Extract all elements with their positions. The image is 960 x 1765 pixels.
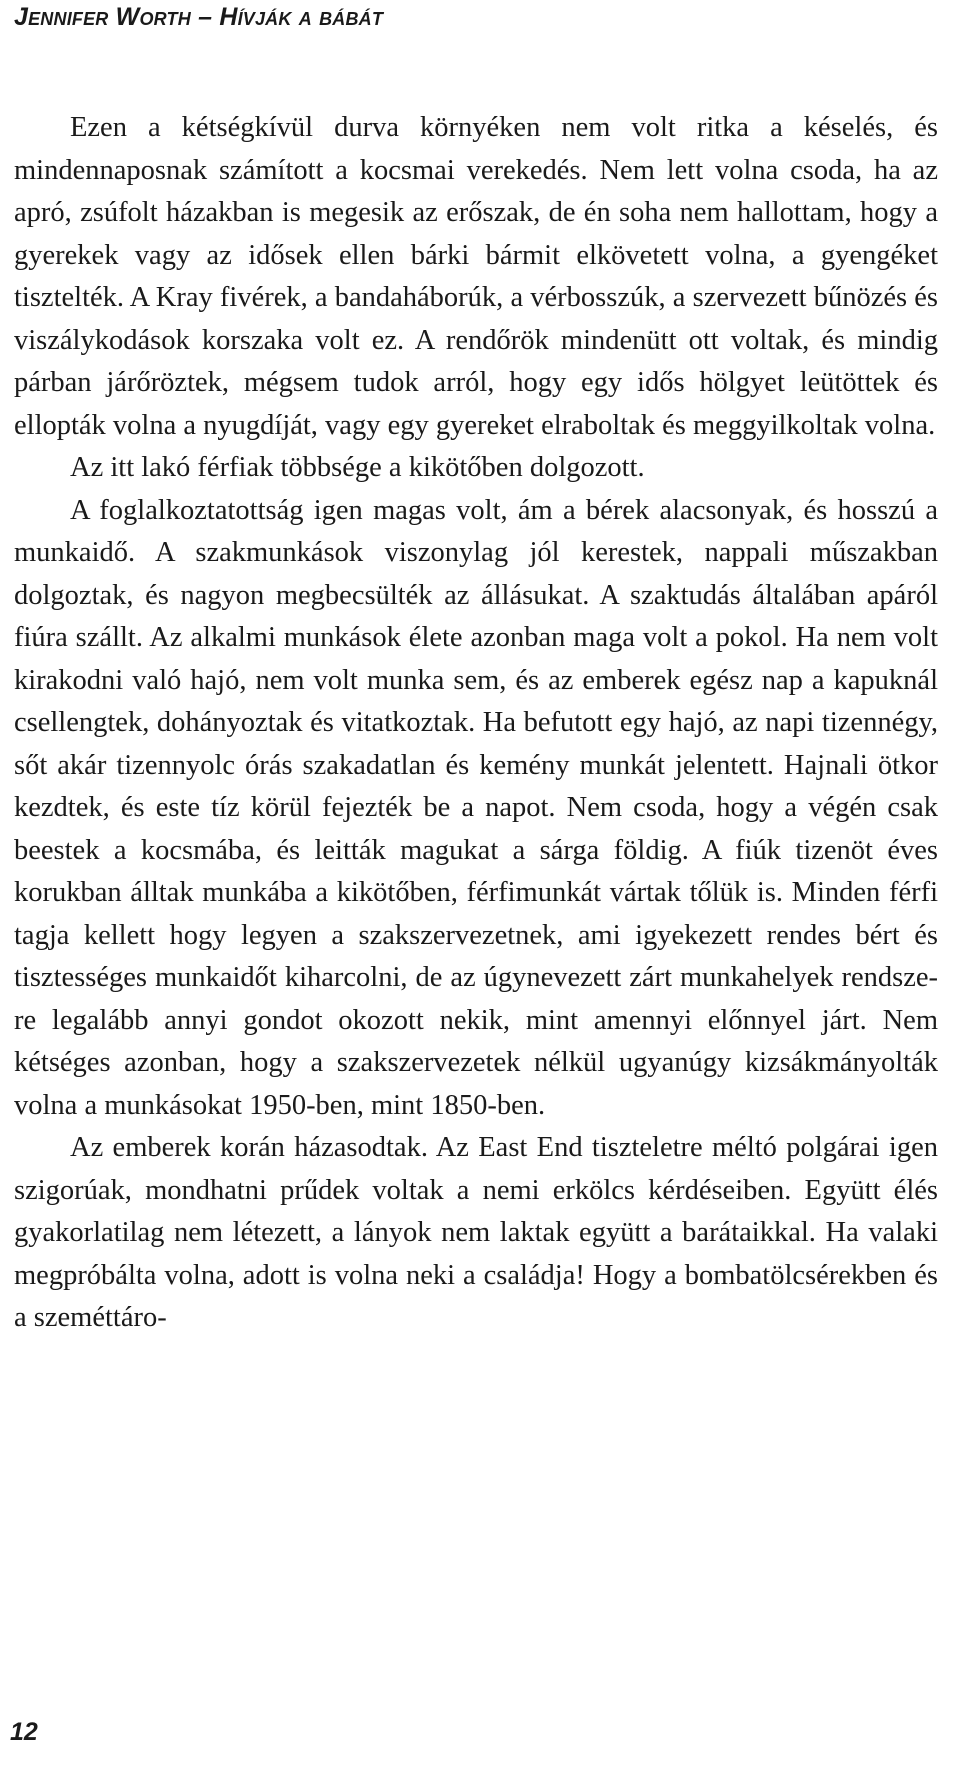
paragraph: Ezen a kétségkívül durva környéken nem volt ritka a késelés, és mindennaposnak számított a kocsmai verekedés. Nem lett volna csoda, ha az apró, zsúfolt házakban is megesik az erőszak, de én soha nem hallottam, hogy a gyerekek vagy az idősek ellen bárki bármit elkövetett volna, a gyengéket tisztelték. A Kray fivérek, a bandaháborúk, a vérbosszúk, a szervezett bűnözés és viszálykodások korszaka volt ez. A rendőrök mindenütt ott voltak, és mindig párban járőröztek, mégsem tudok arról, hogy egy idős hölgyet leütöttek és ellopták volna a nyugdíját, vagy egy gyereket elraboltak és meggyilkoltak volna. — [14, 112, 938, 441]
paragraph: A foglalkoztatottság igen magas volt, ám a bérek alacsonyak, és hosszú a munkaidő. A szakmunkások viszonylag jól kerestek, nappali műszakban dolgoztak, és nagyon megbecsülték az állásukat. A szaktudás általában apáról fiúra szállt. Az alkalmi munkások élete azonban maga volt a pokol. Ha nem volt kirakodni való hajó, nem volt munka sem, és az emberek egész nap a kapuknál csellengtek, dohányoztak és vitatkoztak. Ha befutott egy hajó, az napi tizennégy, sőt akár tizennyolc órás szakadatlan és kemény munkát jelentett. Hajnali ötkor kezdtek, és este tíz körül fejezték be a napot. Nem csoda, hogy a végén csak beestek a kocsmába, és leitták magukat a sárga földig. A fiúk tizenöt éves korukban álltak munkába a kikötőben, férfimunkát vártak tőlük is. Minden férfi tagja kellett hogy legyen a szakszervezetnek, ami igyekezett rendes bért és tisztességes munkaidőt kiharcolni, de az úgynevezett zárt munkahelyek rendszere legalább annyi gondot okozott nekik, mint amennyi előnnyel járt. Nem kétséges azonban, hogy a szakszervezetek nélkül ugyanúgy kizsákmányolták volna a munkásokat 1950-ben, mint 1850-ben. — [14, 494, 938, 1121]
page-number: 12 — [10, 1718, 38, 1746]
body-text — [14, 107, 938, 1340]
paragraph: Az itt lakó férfiak többsége a kikötőben dolgozott. — [70, 452, 645, 483]
running-header: Jennifer Worth – Hívják a bábát — [14, 3, 384, 31]
paragraph: Az emberek korán házasodtak. Az East End tiszteletre méltó polgárai igen szigorúak, mondhatni prűdek voltak a nemi erkölcs kérdéseiben. Együtt élés gyakorlatilag nem létezett, a lányok nem laktak együtt a barátaikkal. Ha valaki megpróbálta volna, adott is volna neki a családja! Hogy a bombatölcsérekben és a szeméttáro- — [14, 1132, 938, 1333]
